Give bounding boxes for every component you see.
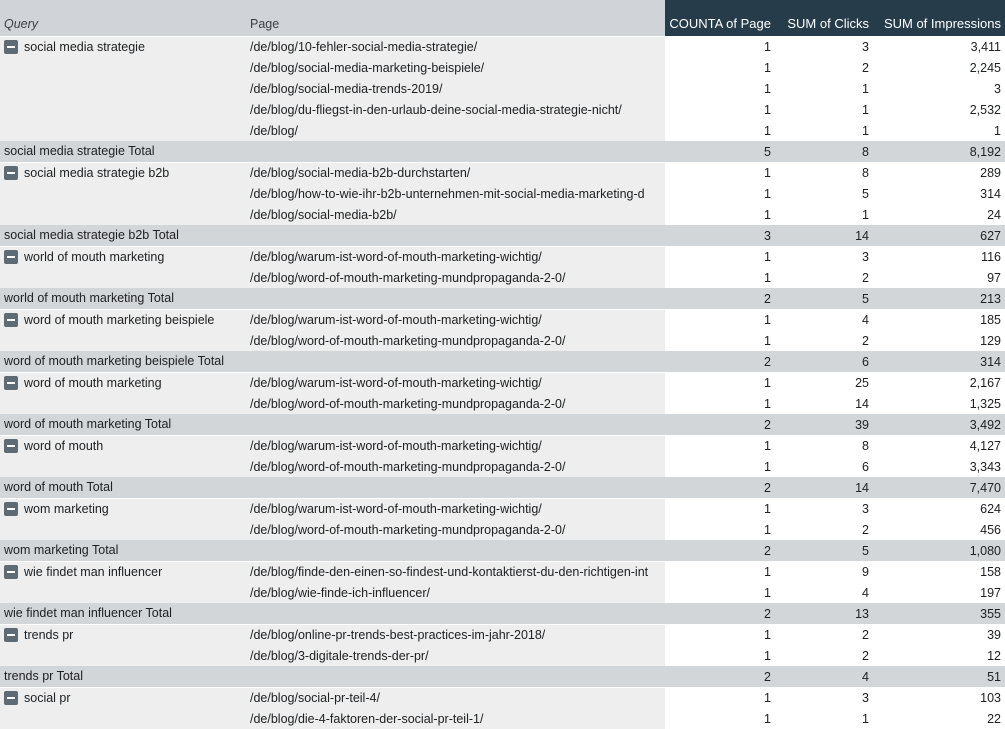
clicks-cell: 5 <box>862 186 869 201</box>
total-counta-cell: 2 <box>665 414 775 435</box>
impressions-cell: 314 <box>980 186 1001 201</box>
counta-cell: 1 <box>764 270 771 285</box>
total-row <box>0 414 1005 435</box>
impressions-cell: 2,167 <box>969 375 1001 390</box>
counta-cell: 1 <box>764 333 771 348</box>
table-row <box>0 498 1005 519</box>
page-cell: /de/blog/word-of-mouth-marketing-mundpropaganda-2-0/ <box>246 393 665 414</box>
total-counta-cell: 2 <box>665 603 775 624</box>
page-cell: /de/blog/finde-den-einen-so-findest-und-kontaktierst-du-den-richtigen-int <box>246 561 665 582</box>
page-cell: /de/blog/warum-ist-word-of-mouth-marketing-wichtig/ <box>246 372 665 393</box>
counta-cell: 1 <box>764 690 771 705</box>
clicks-cell: 2 <box>862 522 869 537</box>
clicks-cell: 3 <box>862 690 869 705</box>
impressions-cell: 1 <box>994 123 1001 138</box>
counta-cell: 1 <box>764 186 771 201</box>
counta-cell: 1 <box>764 312 771 327</box>
clicks-cell: 1 <box>862 81 869 96</box>
table-row <box>0 561 1005 582</box>
table-row <box>0 372 1005 393</box>
clicks-column-header[interactable]: SUM of Clicks <box>775 0 873 36</box>
query-cell <box>0 561 246 603</box>
counta-cell: 1 <box>764 522 771 537</box>
page-cell: /de/blog/3-digitale-trends-der-pr/ <box>246 645 665 666</box>
query-column-header[interactable]: Query <box>0 0 246 36</box>
total-label: word of mouth Total <box>0 477 665 498</box>
total-row <box>0 603 1005 624</box>
clicks-cell: 2 <box>862 648 869 663</box>
total-clicks-cell: 5 <box>775 540 873 561</box>
impressions-cell: 22 <box>987 711 1001 726</box>
total-label: wie findet man influencer Total <box>0 603 665 624</box>
total-row <box>0 540 1005 561</box>
collapse-icon[interactable] <box>4 376 18 390</box>
total-impressions-cell: 627 <box>873 225 1005 246</box>
clicks-cell: 3 <box>862 249 869 264</box>
clicks-cell: 1 <box>862 102 869 117</box>
total-impressions-cell: 314 <box>873 351 1005 372</box>
total-label: social media strategie b2b Total <box>0 225 665 246</box>
page-cell: /de/blog/word-of-mouth-marketing-mundpropaganda-2-0/ <box>246 519 665 540</box>
query-label: word of mouth marketing beispiele <box>24 312 215 327</box>
impressions-cell: 289 <box>980 165 1001 180</box>
page-cell: /de/blog/social-pr-teil-4/ <box>246 687 665 708</box>
total-row <box>0 288 1005 309</box>
total-impressions-cell: 51 <box>873 666 1005 687</box>
page-cell: /de/blog/warum-ist-word-of-mouth-marketing-wichtig/ <box>246 246 665 267</box>
counta-cell: 1 <box>764 627 771 642</box>
impressions-column-header[interactable]: SUM of Impressions <box>873 0 1005 36</box>
total-label: social media strategie Total <box>0 141 665 162</box>
total-clicks-cell: 5 <box>775 288 873 309</box>
impressions-cell: 12 <box>987 648 1001 663</box>
counta-cell: 1 <box>764 564 771 579</box>
collapse-icon[interactable] <box>4 502 18 516</box>
impressions-cell: 2,245 <box>969 60 1001 75</box>
total-label: trends pr Total <box>0 666 665 687</box>
collapse-icon[interactable] <box>4 628 18 642</box>
total-clicks-cell: 13 <box>775 603 873 624</box>
page-cell: /de/blog/warum-ist-word-of-mouth-marketing-wichtig/ <box>246 309 665 330</box>
counta-cell: 1 <box>764 375 771 390</box>
impressions-cell: 3 <box>994 81 1001 96</box>
query-cell <box>0 372 246 414</box>
total-row <box>0 225 1005 246</box>
counta-column-header[interactable]: COUNTA of Page <box>665 0 775 36</box>
page-cell: /de/blog/warum-ist-word-of-mouth-marketing-wichtig/ <box>246 498 665 519</box>
header-row <box>0 0 1005 36</box>
total-impressions-cell: 7,470 <box>873 477 1005 498</box>
impressions-cell: 197 <box>980 585 1001 600</box>
total-row <box>0 666 1005 687</box>
page-cell: /de/blog/how-to-wie-ihr-b2b-unternehmen-mit-social-media-marketing-d <box>246 183 665 204</box>
impressions-cell: 158 <box>980 564 1001 579</box>
total-clicks-cell: 4 <box>775 666 873 687</box>
page-cell: /de/blog/warum-ist-word-of-mouth-marketing-wichtig/ <box>246 435 665 456</box>
impressions-cell: 3,343 <box>969 459 1001 474</box>
query-label: wie findet man influencer <box>24 564 163 579</box>
clicks-cell: 2 <box>862 627 869 642</box>
impressions-cell: 103 <box>980 690 1001 705</box>
query-cell <box>0 624 246 666</box>
impressions-cell: 24 <box>987 207 1001 222</box>
total-label: word of mouth marketing Total <box>0 414 665 435</box>
impressions-cell: 185 <box>980 312 1001 327</box>
table-row <box>0 309 1005 330</box>
clicks-cell: 1 <box>862 123 869 138</box>
table-row <box>0 246 1005 267</box>
table-row <box>0 162 1005 183</box>
clicks-cell: 6 <box>862 459 869 474</box>
counta-cell: 1 <box>764 459 771 474</box>
collapse-icon[interactable] <box>4 439 18 453</box>
clicks-cell: 8 <box>862 438 869 453</box>
query-cell <box>0 498 246 540</box>
query-label: word of mouth <box>24 438 104 453</box>
query-cell <box>0 435 246 477</box>
clicks-cell: 1 <box>862 207 869 222</box>
impressions-cell: 3,411 <box>970 39 1001 54</box>
table-row <box>0 624 1005 645</box>
clicks-cell: 25 <box>855 375 869 390</box>
counta-cell: 1 <box>764 501 771 516</box>
page-cell: /de/blog/10-fehler-social-media-strategie/ <box>246 36 665 57</box>
total-row <box>0 141 1005 162</box>
page-cell: /de/blog/word-of-mouth-marketing-mundpropaganda-2-0/ <box>246 267 665 288</box>
total-clicks-cell: 6 <box>775 351 873 372</box>
total-impressions-cell: 213 <box>873 288 1005 309</box>
clicks-cell: 2 <box>862 60 869 75</box>
collapse-icon[interactable] <box>4 250 18 264</box>
clicks-cell: 3 <box>862 39 869 54</box>
counta-cell: 1 <box>764 396 771 411</box>
total-clicks-cell: 39 <box>775 414 873 435</box>
page-cell: /de/blog/du-fliegst-in-den-urlaub-deine-social-media-strategie-nicht/ <box>246 99 665 120</box>
page-cell: /de/blog/social-media-trends-2019/ <box>246 78 665 99</box>
total-impressions-cell: 3,492 <box>873 414 1005 435</box>
clicks-cell: 1 <box>862 711 869 726</box>
query-label: trends pr <box>24 627 74 642</box>
query-label: word of mouth marketing <box>24 375 162 390</box>
impressions-cell: 2,532 <box>969 102 1001 117</box>
counta-cell: 1 <box>764 102 771 117</box>
collapse-icon[interactable] <box>4 166 18 180</box>
page-cell: /de/blog/social-media-b2b/ <box>246 204 665 225</box>
impressions-cell: 4,127 <box>969 438 1001 453</box>
collapse-icon[interactable] <box>4 565 18 579</box>
clicks-cell: 2 <box>862 333 869 348</box>
collapse-icon[interactable] <box>4 40 18 54</box>
clicks-cell: 9 <box>862 564 869 579</box>
impressions-cell: 624 <box>980 501 1001 516</box>
total-label: wom marketing Total <box>0 540 665 561</box>
pivot-body <box>0 36 1005 729</box>
collapse-icon[interactable] <box>4 691 18 705</box>
counta-cell: 1 <box>764 123 771 138</box>
page-cell: /de/blog/word-of-mouth-marketing-mundpropaganda-2-0/ <box>246 330 665 351</box>
clicks-cell: 14 <box>855 396 869 411</box>
total-clicks-cell: 14 <box>775 477 873 498</box>
clicks-cell: 8 <box>862 165 869 180</box>
page-cell: /de/blog/online-pr-trends-best-practices-im-jahr-2018/ <box>246 624 665 645</box>
query-label: world of mouth marketing <box>24 249 165 264</box>
clicks-cell: 2 <box>862 270 869 285</box>
impressions-cell: 97 <box>987 270 1001 285</box>
total-impressions-cell: 8,192 <box>873 141 1005 162</box>
clicks-cell: 3 <box>862 501 869 516</box>
query-label: wom marketing <box>24 501 109 516</box>
query-cell <box>0 309 246 351</box>
page-column-header[interactable]: Page <box>246 0 665 36</box>
collapse-icon[interactable] <box>4 313 18 327</box>
query-cell <box>0 687 246 729</box>
counta-cell: 1 <box>764 438 771 453</box>
total-label: word of mouth marketing beispiele Total <box>0 351 665 372</box>
query-label: social media strategie b2b <box>24 165 170 180</box>
total-counta-cell: 3 <box>665 225 775 246</box>
impressions-cell: 1,325 <box>969 396 1001 411</box>
counta-cell: 1 <box>764 81 771 96</box>
table-row <box>0 36 1005 57</box>
counta-cell: 1 <box>764 249 771 264</box>
impressions-cell: 129 <box>980 333 1001 348</box>
counta-cell: 1 <box>764 207 771 222</box>
table-row <box>0 687 1005 708</box>
counta-cell: 1 <box>764 39 771 54</box>
counta-cell: 1 <box>764 711 771 726</box>
total-clicks-cell: 14 <box>775 225 873 246</box>
page-cell: /de/blog/social-media-b2b-durchstarten/ <box>246 162 665 183</box>
total-counta-cell: 2 <box>665 351 775 372</box>
clicks-cell: 4 <box>862 585 869 600</box>
impressions-cell: 39 <box>987 627 1001 642</box>
total-counta-cell: 2 <box>665 288 775 309</box>
counta-cell: 1 <box>764 60 771 75</box>
total-counta-cell: 5 <box>665 141 775 162</box>
query-cell <box>0 36 246 141</box>
total-label: world of mouth marketing Total <box>0 288 665 309</box>
total-row <box>0 477 1005 498</box>
clicks-cell: 4 <box>862 312 869 327</box>
counta-cell: 1 <box>764 648 771 663</box>
query-label: social media strategie <box>24 39 145 54</box>
counta-cell: 1 <box>764 165 771 180</box>
page-cell: /de/blog/word-of-mouth-marketing-mundpropaganda-2-0/ <box>246 456 665 477</box>
page-cell: /de/blog/social-media-marketing-beispiele/ <box>246 57 665 78</box>
total-counta-cell: 2 <box>665 666 775 687</box>
query-cell <box>0 162 246 225</box>
page-cell: /de/blog/wie-finde-ich-influencer/ <box>246 582 665 603</box>
total-impressions-cell: 355 <box>873 603 1005 624</box>
query-cell <box>0 246 246 288</box>
impressions-cell: 456 <box>980 522 1001 537</box>
page-cell: /de/blog/ <box>246 120 665 141</box>
total-row <box>0 351 1005 372</box>
page-cell: /de/blog/die-4-faktoren-der-social-pr-teil-1/ <box>246 708 665 729</box>
total-clicks-cell: 8 <box>775 141 873 162</box>
table-row <box>0 435 1005 456</box>
total-counta-cell: 2 <box>665 477 775 498</box>
total-counta-cell: 2 <box>665 540 775 561</box>
total-impressions-cell: 1,080 <box>873 540 1005 561</box>
query-label: social pr <box>24 690 71 705</box>
impressions-cell: 116 <box>981 249 1001 264</box>
counta-cell: 1 <box>764 585 771 600</box>
